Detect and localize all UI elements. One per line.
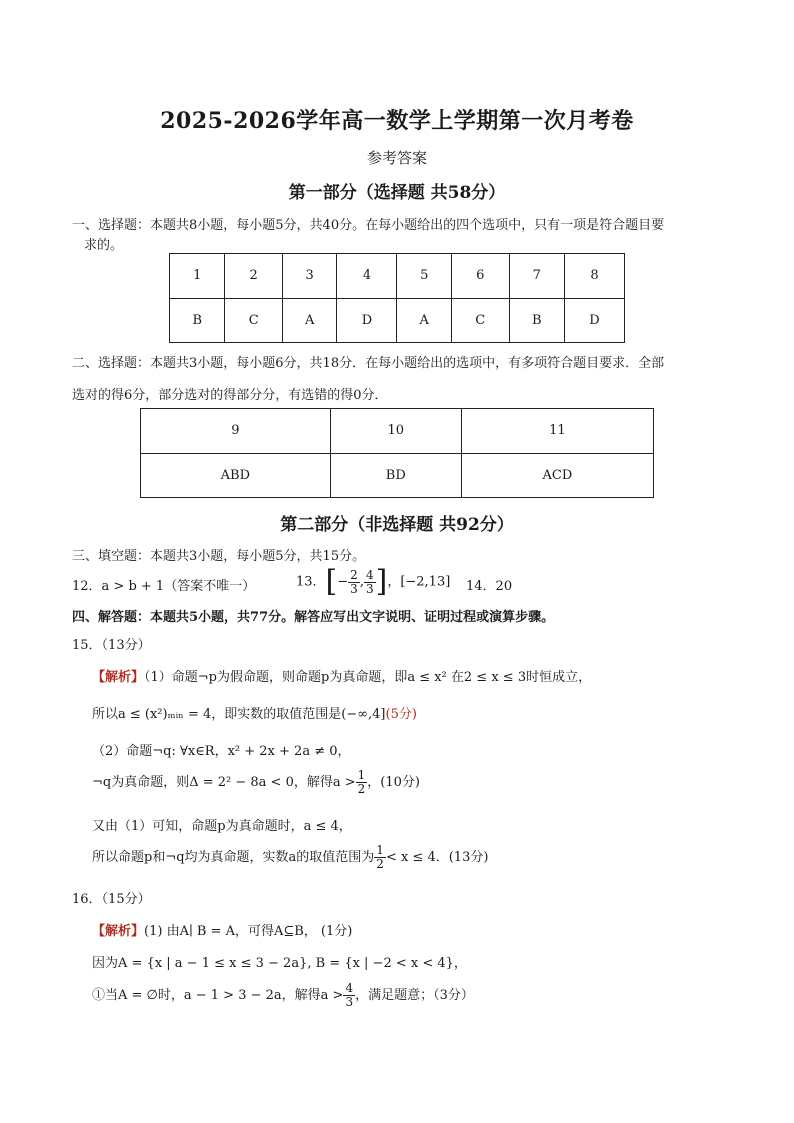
section1-desc-line2: 求的。 [84,238,124,253]
q16-line3-tail: ，满足题意；（3分） [355,988,474,1003]
question-number-cell: 10 [330,409,461,454]
section1-desc-line1: 一、选择题：本题共8小题，每小题5分，共40分。在每小题给出的四个选项中，只有一项是符合题目要 [72,218,665,233]
denominator: 2 [357,782,366,796]
right-bracket: ] [375,564,388,599]
q13-label: 13． [296,574,326,590]
denominator: 3 [345,995,354,1009]
numerator: 1 [357,768,366,783]
analysis-label: 【解析】 [92,924,145,939]
fraction [356,769,368,795]
answer-cell: D [337,298,397,343]
denominator: 2 [376,857,384,871]
section4-desc: 四、解答题：本题共5小题，共77分。解答应写出文字说明、证明过程或演算步骤。 [72,610,555,625]
question-number-cell: 7 [509,254,564,299]
answer-q14: 14．20 [466,579,513,594]
answer-cell: C [225,298,282,343]
q15-line4 [92,768,420,798]
question-number-cell: 2 [225,254,282,299]
section2-desc-line2: 选对的得6分，部分选对的得部分分，有选错的得0分． [72,388,388,403]
part1-title: 第一部分（选择题 共58分） [288,183,506,203]
answer-cell: B [170,298,225,343]
question-number-cell: 11 [461,409,653,454]
question-number-cell: 1 [170,254,225,299]
q15-line1-text: （1）命题¬p为假命题，则命题p为真命题，即a ≤ x² 在2 ≤ x ≤ 3时恒成立， [144,670,592,685]
q16-line2: 因为A = {x | a − 1 ≤ x ≤ 3 − 2a}, B = {x | −2 < x < 4}， [92,956,467,971]
section3-desc: 三、填空题：本题共3小题，每小题5分，共15分。 [72,549,366,564]
question-number-cell: 6 [452,254,509,299]
q15-line4-text: ¬q为真命题，则Δ = 2² − 8a < 0，解得a > [92,775,356,790]
answer-cell: BD [330,453,461,498]
q15-line6-score: < x ≤ 4．(13分) [385,850,489,865]
q15-line6 [92,843,488,873]
q15-heading: 15．（13分） [72,638,151,653]
question-number-cell: 5 [397,254,452,299]
fraction [374,844,386,870]
table-row [141,409,654,454]
numerator: 4 [345,981,354,996]
q15-line3: （2）命题¬q: ∀x∈R，x² + 2x + 2a ≠ 0， [92,744,351,759]
q16-line1 [92,920,352,939]
answer-q13: 13．[− $\frac{2}{3}$ , $\frac{4}{3}$ ]，[−2,13] [296,564,451,599]
answer-cell: C [452,298,509,343]
question-number-cell: 9 [141,409,331,454]
q16-line1-text: (1) 由A∣ B = A，可得A⊆B， (1分) [144,924,353,939]
table-row [170,298,625,343]
score-label: (5分) [385,707,417,722]
q15-line1 [92,666,591,685]
table-row [141,453,654,498]
q15-line2-text: 所以a ≤ (x²)ₘᵢₙ = 4，即实数的取值范围是(−∞,4] [92,707,386,722]
page-subtitle: 参考答案 [366,149,427,167]
denominator: 3 [365,581,374,596]
fraction [343,982,355,1008]
q13-second-answer: ，[−2,13] [387,574,451,590]
q16-line3-text: ①当A = ∅时，a − 1 > 3 − 2a，解得a > [92,988,344,1003]
page-title: 2025-2026学年高一数学上学期第一次月考卷 [160,108,634,134]
q15-line2 [92,703,417,722]
analysis-label: 【解析】 [92,670,145,685]
left-bracket: [ [325,564,338,599]
q15-line6-text: 所以命题p和¬q均为真命题，实数a的取值范围为 [92,850,375,865]
q13-minus: − [337,574,349,590]
section2-desc-line1: 二、选择题：本题共3小题，每小题6分，共18分．在每小题给出的选项中，有多项符合题目要求．全部 [72,356,665,371]
table-row [170,254,625,299]
numerator: 4 [365,567,374,582]
answer-cell: A [282,298,337,343]
fraction [348,569,360,595]
answer-cell: A [397,298,452,343]
question-number-cell: 8 [564,254,624,299]
q16-line3 [92,981,474,1011]
denominator: 3 [350,581,358,596]
answer-cell: ACD [461,453,653,498]
q16-heading: 16．（15分） [72,892,151,907]
choice-answer-table [169,253,625,343]
answer-q12: 12．a > b + 1（答案不唯一） [72,579,256,594]
q15-line5: 又由（1）可知，命题p为真命题时，a ≤ 4， [92,819,352,834]
question-number-cell: 4 [337,254,397,299]
answer-cell: D [564,298,624,343]
answer-cell: ABD [141,453,331,498]
numerator: 1 [376,843,384,858]
q15-line4-score: ，(10分) [367,775,420,790]
numerator: 2 [350,567,358,582]
multi-choice-answer-table [140,408,654,498]
fraction [364,569,376,595]
answer-cell: B [509,298,564,343]
question-number-cell: 3 [282,254,337,299]
part2-title: 第二部分（非选择题 共92分） [280,515,514,535]
